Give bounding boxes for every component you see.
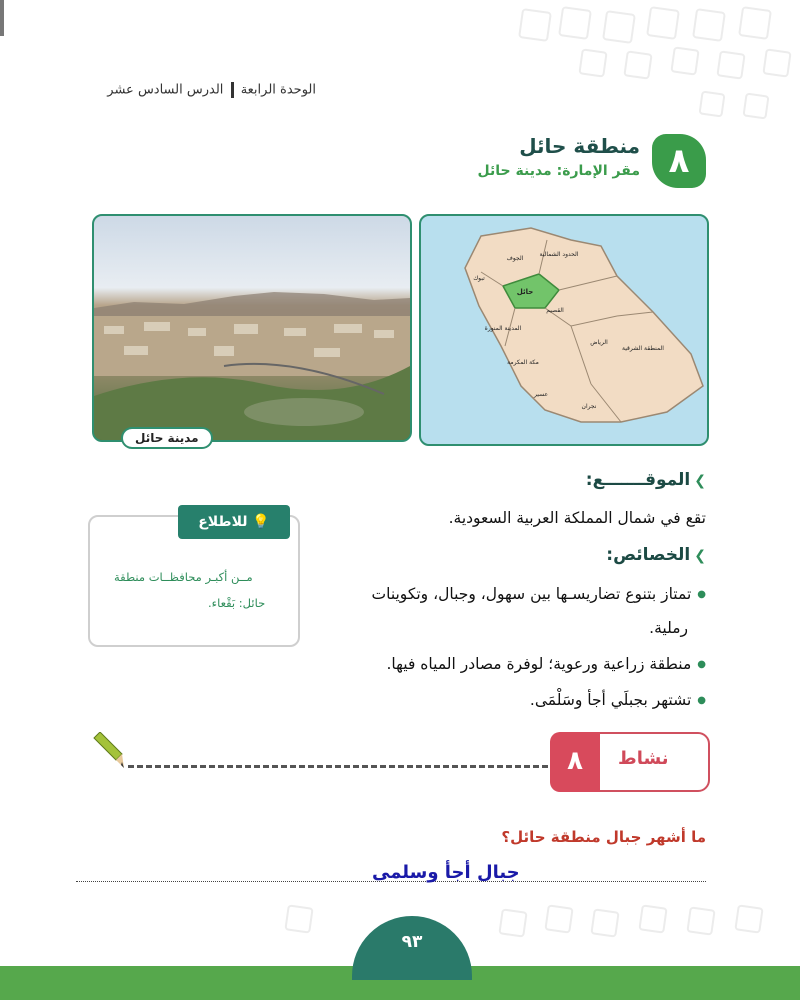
- activity-divider: [128, 765, 548, 768]
- decorative-square: [716, 50, 745, 79]
- bullet-icon: ●: [697, 658, 706, 670]
- feature-item: ●منطقة زراعية ورعوية؛ لوفرة مصادر المياه فيها.: [386, 655, 706, 673]
- decorative-square: [590, 908, 619, 937]
- decorative-square: [544, 904, 573, 933]
- decorative-square: [698, 90, 725, 117]
- info-tab: [178, 505, 290, 539]
- city-photo-caption: مدينة حائل: [121, 427, 213, 449]
- city-photo-illustration: [94, 216, 410, 440]
- pencil-icon: [88, 732, 124, 772]
- map-label-makkah: مكة المكرمة: [507, 359, 539, 366]
- features-heading: ❯الخصائص:: [606, 545, 706, 565]
- map-label-tabuk: تبوك: [473, 275, 485, 282]
- lesson-header: [107, 82, 316, 98]
- decorative-square: [638, 904, 667, 933]
- decorative-square: [518, 8, 552, 42]
- map-label-hail: حائل: [516, 288, 534, 296]
- region-title: منطقة حائل: [519, 134, 640, 158]
- region-map: [419, 214, 709, 446]
- lesson-label: الدرس السادس عشر: [107, 82, 224, 98]
- activity-number: ٨: [550, 732, 600, 792]
- decorative-square: [602, 10, 636, 44]
- map-label-northern-borders: الحدود الشمالية: [539, 251, 579, 258]
- info-tab-label: للاطلاع: [198, 514, 248, 530]
- lightbulb-icon: 💡: [252, 514, 270, 530]
- unit-label: الوحدة الرابعة: [240, 82, 316, 98]
- decorative-square: [692, 8, 726, 42]
- location-text: تقع في شمال المملكة العربية السعودية.: [448, 509, 706, 527]
- map-label-madinah: المدينة المنورة: [484, 325, 522, 332]
- region-seat-subtitle: مقر الإمارة: مدينة حائل: [477, 163, 640, 179]
- decorative-square: [738, 6, 772, 40]
- activity-question: ما أشهر جبال منطقة حائل؟: [501, 828, 706, 846]
- city-photo: [92, 214, 412, 442]
- arrow-icon: ❯: [694, 473, 706, 489]
- location-heading: ❯الموقـــــــع:: [585, 470, 706, 490]
- decorative-square: [686, 906, 715, 935]
- info-text-line1: مــن أكبـر محافظــات منطقة: [114, 570, 253, 584]
- page-corner-mark: [0, 0, 4, 36]
- answer-text[interactable]: جبال أجأ وسلمى: [372, 862, 520, 883]
- decorative-square: [623, 50, 652, 79]
- decorative-square: [284, 904, 313, 933]
- arrow-icon: ❯: [694, 548, 706, 564]
- decorative-square: [734, 904, 763, 933]
- map-label-jouf: الجوف: [506, 255, 524, 262]
- feature-item: ●تشتهر بجبلَي أجأ وسَلْمَى.: [529, 691, 706, 709]
- map-label-riyadh: الرياض: [590, 339, 608, 346]
- feature-item-continuation: رملية.: [649, 619, 688, 637]
- region-number-badge: ٨: [652, 134, 706, 188]
- decorative-square: [578, 48, 607, 77]
- info-text-line2: حائل: بَقْعاء.: [208, 596, 266, 610]
- feature-item: ●تمتاز بتنوع تضاريسـها بين سهول، وجبال، وتكوينات: [371, 585, 706, 603]
- saudi-map-illustration: [421, 216, 707, 444]
- map-label-najran: نجران: [581, 403, 597, 410]
- header-separator: [231, 82, 234, 98]
- decorative-square: [646, 6, 680, 40]
- decorative-square: [762, 48, 791, 77]
- activity-label: نشاط: [618, 748, 669, 769]
- decorative-square: [498, 908, 527, 937]
- map-label-eastern: المنطقة الشرقية: [622, 345, 664, 352]
- page-number: ٩٣: [401, 932, 423, 952]
- map-label-asir: عسير: [533, 391, 549, 398]
- decorative-square: [670, 46, 699, 75]
- bullet-icon: ●: [697, 694, 706, 706]
- map-label-qassim: القصيم: [546, 307, 564, 314]
- bullet-icon: ●: [697, 588, 706, 600]
- decorative-square: [742, 92, 769, 119]
- decorative-square: [558, 6, 592, 40]
